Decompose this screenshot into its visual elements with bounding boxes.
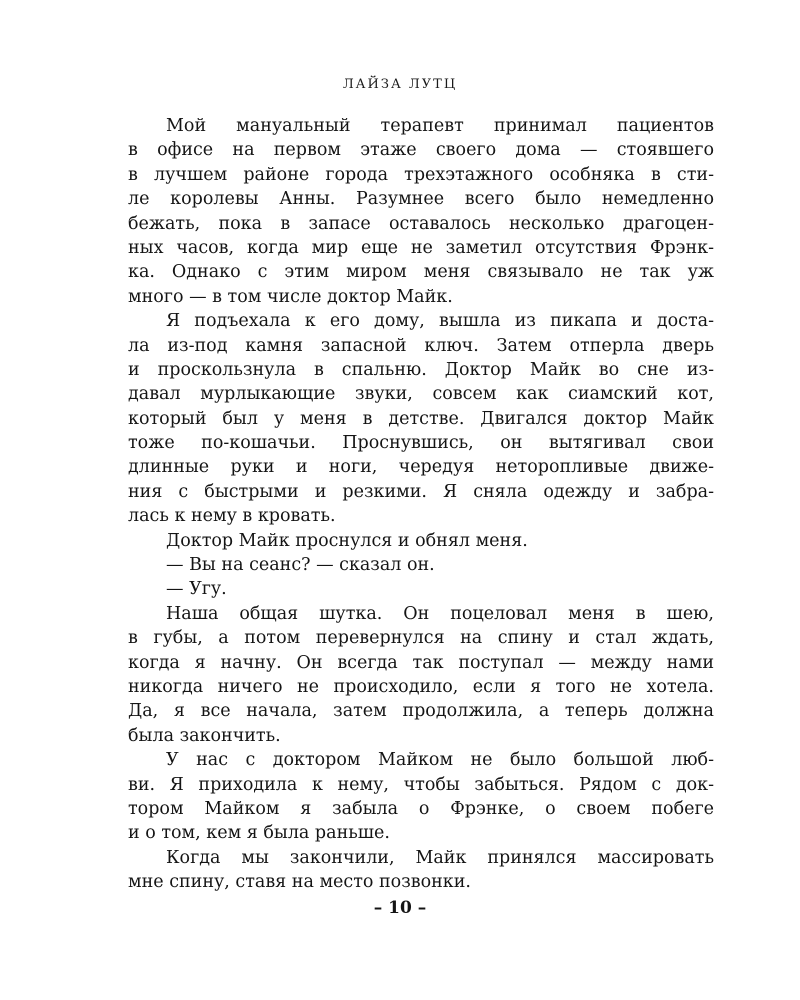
- text-line: ных часов, когда мир еще не заметил отсутствия Фрэнк-: [128, 237, 714, 258]
- text-line: никогда ничего не происходило, если я того не хотела.: [128, 676, 714, 697]
- text-line: ви. Я приходила к нему, чтобы забыться. Рядом с док-: [128, 774, 714, 795]
- running-head-author: ЛАЙЗА ЛУТЦ: [342, 77, 458, 92]
- text-line: в губы, а потом перевернулся на спину и стал ждать,: [128, 628, 714, 649]
- text-line: Доктор Майк проснулся и обнял меня.: [166, 530, 528, 551]
- text-line: У нас с доктором Майком не было большой люб-: [166, 750, 714, 771]
- text-line: много — в том числе доктор Майк.: [128, 286, 453, 307]
- text-line: длинные руки и ноги, чередуя неторопливые движе-: [128, 457, 714, 478]
- text-line: и о том, кем я была раньше.: [128, 823, 390, 844]
- text-line: — Вы на сеанс? — сказал он.: [166, 555, 435, 576]
- text-line: лась к нему в кровать.: [128, 506, 336, 527]
- text-line: Наша общая шутка. Он поцеловал меня в шею,: [166, 603, 714, 624]
- text-line: тоже по-кошачьи. Проснувшись, он вытягивал свои: [128, 433, 714, 454]
- text-line: давал мурлыкающие звуки, совсем как сиамский кот,: [128, 384, 714, 405]
- text-line: когда я начну. Он всегда так поступал — между нами: [128, 652, 714, 673]
- text-line: ния с быстрыми и резкими. Я сняла одежду и забра-: [128, 481, 714, 502]
- text-line: бежать, пока в запасе оставалось несколько драгоцен-: [128, 213, 714, 234]
- body-text: [128, 114, 714, 895]
- text-line: Я подъехала к его дому, вышла из пикапа и доста-: [166, 311, 714, 332]
- text-line: тором Майком я забыла о Фрэнке, о своем побеге: [128, 798, 714, 819]
- text-line: и проскользнула в спальню. Доктор Майк во сне из-: [128, 359, 714, 380]
- text-line: была закончить.: [128, 725, 281, 746]
- text-line: ле королевы Анны. Разумнее всего было немедленно: [128, 189, 714, 210]
- text-line: — Угу.: [166, 579, 227, 600]
- text-line: ка. Однако с этим миром меня связывало не так уж: [128, 262, 714, 283]
- text-line: в офисе на первом этаже своего дома — стоявшего: [128, 140, 714, 161]
- text-line: Когда мы закончили, Майк принялся массировать: [166, 847, 714, 868]
- page-number: – 10 –: [373, 898, 427, 918]
- text-line: Мой мануальный терапевт принимал пациентов: [166, 116, 714, 136]
- text-line: Да, я все начала, затем продолжила, а теперь должна: [128, 701, 714, 722]
- text-line: который был у меня в детстве. Двигался доктор Майк: [128, 408, 714, 429]
- text-line: ла из-под камня запасной ключ. Затем отперла дверь: [128, 335, 714, 356]
- text-line: в лучшем районе города трехэтажного особняка в сти-: [128, 164, 714, 185]
- text-line: мне спину, ставя на место позвонки.: [128, 872, 471, 893]
